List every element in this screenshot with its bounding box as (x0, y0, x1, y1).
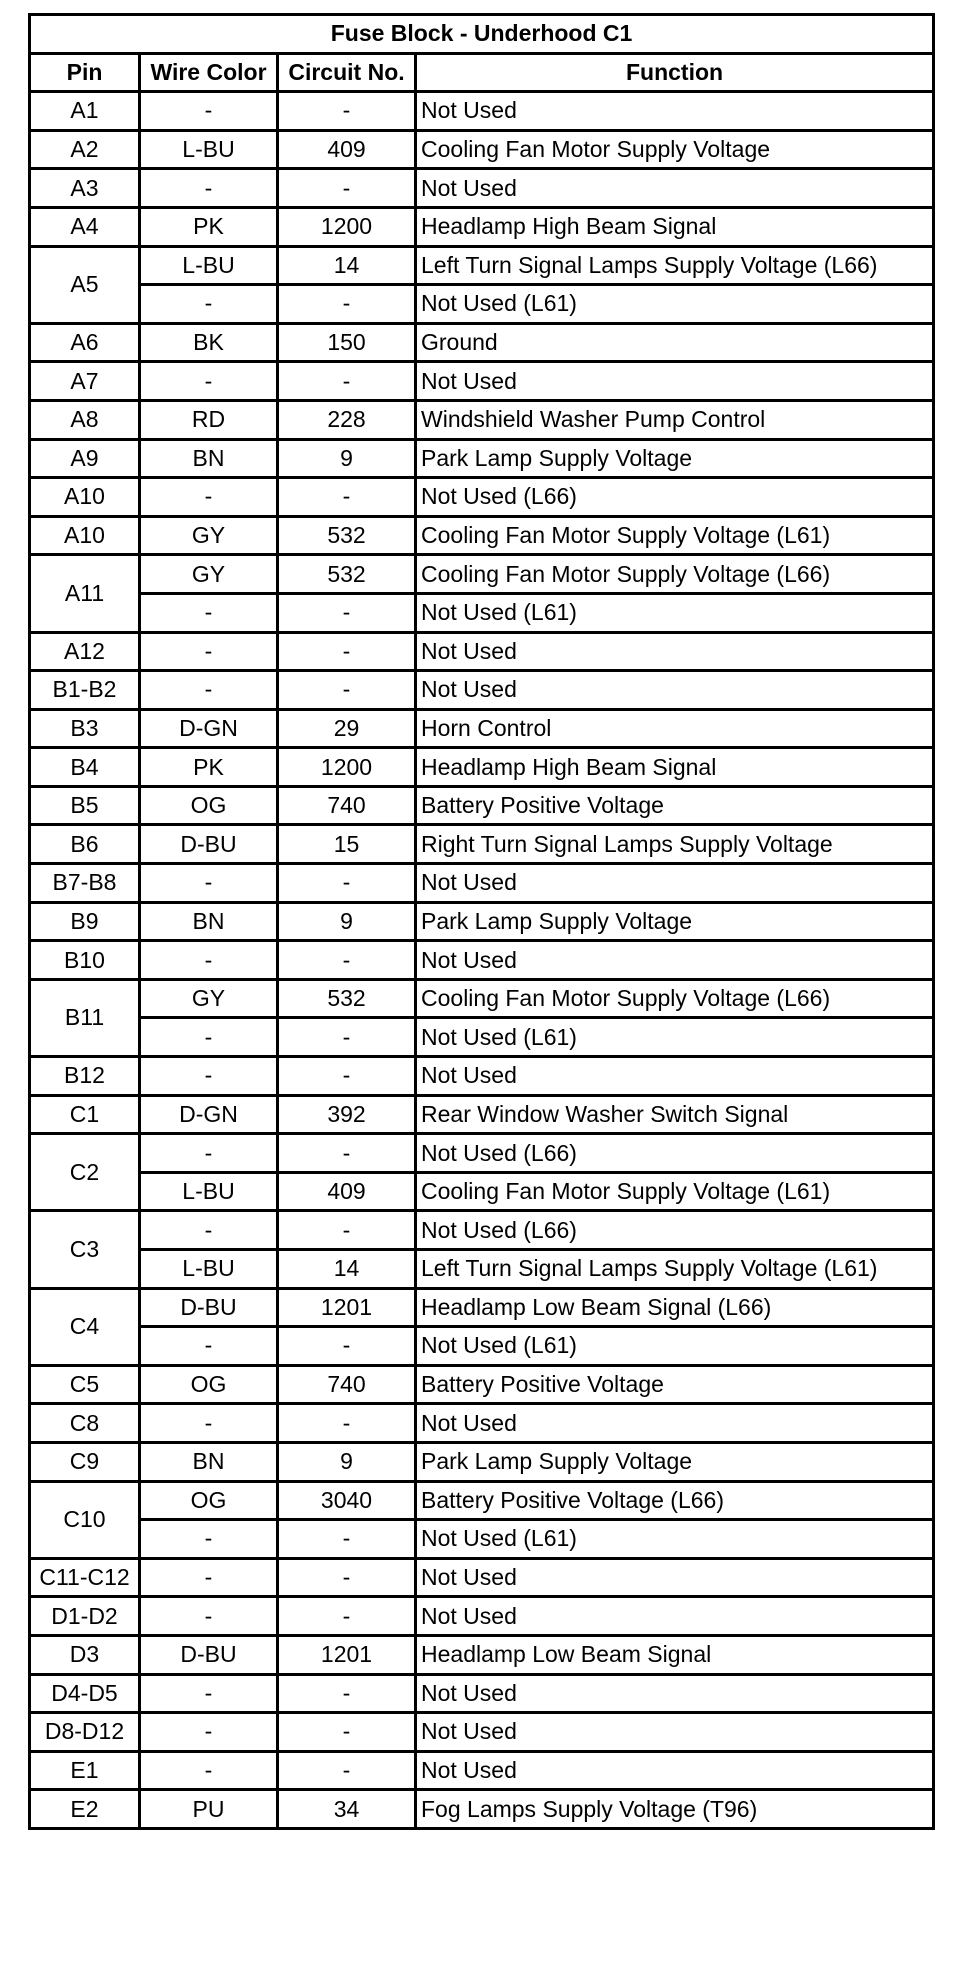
function-cell: Headlamp Low Beam Signal (416, 1635, 934, 1674)
circuit-no-cell: - (278, 285, 416, 324)
table-row (30, 1365, 934, 1404)
wire-color-cell: GY (140, 555, 278, 594)
function-cell: Headlamp High Beam Signal (416, 207, 934, 246)
wire-color-cell: L-BU (140, 1250, 278, 1289)
function-cell: Not Used (416, 671, 934, 710)
pin-cell: A8 (30, 400, 140, 439)
table-row (30, 130, 934, 169)
pin-cell: A7 (30, 362, 140, 401)
wire-color-cell: - (140, 1713, 278, 1752)
circuit-no-cell: - (278, 1751, 416, 1790)
wire-color-cell: - (140, 941, 278, 980)
circuit-no-cell: - (278, 864, 416, 903)
wire-color-cell: - (140, 1327, 278, 1366)
circuit-no-cell: - (278, 478, 416, 517)
wire-color-cell: - (140, 1404, 278, 1443)
function-cell: Not Used (L61) (416, 1018, 934, 1057)
circuit-no-cell: 3040 (278, 1481, 416, 1520)
table-row (30, 671, 934, 710)
pin-cell: C4 (30, 1288, 140, 1365)
pin-cell: C1 (30, 1095, 140, 1134)
circuit-no-cell: 740 (278, 1365, 416, 1404)
wire-color-cell: RD (140, 400, 278, 439)
pin-cell: B12 (30, 1057, 140, 1096)
function-cell: Windshield Washer Pump Control (416, 400, 934, 439)
wire-color-cell: BN (140, 439, 278, 478)
function-cell: Not Used (L66) (416, 1211, 934, 1250)
function-cell: Not Used (416, 362, 934, 401)
circuit-no-cell: 15 (278, 825, 416, 864)
circuit-no-cell: - (278, 1404, 416, 1443)
wire-color-cell: - (140, 632, 278, 671)
table-row (30, 941, 934, 980)
wire-color-cell: PK (140, 748, 278, 787)
circuit-no-cell: 14 (278, 246, 416, 285)
table-row (30, 1790, 934, 1829)
pin-cell: A5 (30, 246, 140, 323)
wire-color-cell: D-BU (140, 1288, 278, 1327)
function-cell: Park Lamp Supply Voltage (416, 439, 934, 478)
pin-cell: A10 (30, 478, 140, 517)
circuit-no-cell: 1200 (278, 748, 416, 787)
function-cell: Not Used (L66) (416, 478, 934, 517)
circuit-no-cell: 409 (278, 1172, 416, 1211)
pin-cell: D1-D2 (30, 1597, 140, 1636)
function-cell: Not Used (416, 1404, 934, 1443)
circuit-no-cell: 740 (278, 786, 416, 825)
table-row (30, 632, 934, 671)
wire-color-cell: - (140, 169, 278, 208)
function-cell: Headlamp High Beam Signal (416, 748, 934, 787)
wire-color-cell: D-GN (140, 1095, 278, 1134)
circuit-no-cell: - (278, 1018, 416, 1057)
circuit-no-cell: - (278, 1713, 416, 1752)
wire-color-cell: PU (140, 1790, 278, 1829)
function-cell: Not Used (416, 1713, 934, 1752)
circuit-no-cell: 1200 (278, 207, 416, 246)
pin-cell: C9 (30, 1442, 140, 1481)
table-row (30, 1250, 934, 1289)
circuit-no-cell: - (278, 1520, 416, 1559)
circuit-no-cell: 9 (278, 439, 416, 478)
table-row (30, 748, 934, 787)
table-row (30, 439, 934, 478)
function-cell: Battery Positive Voltage (416, 786, 934, 825)
function-cell: Not Used (L61) (416, 1520, 934, 1559)
wire-color-cell: D-BU (140, 1635, 278, 1674)
circuit-no-cell: 9 (278, 1442, 416, 1481)
function-cell: Ground (416, 323, 934, 362)
table-row (30, 825, 934, 864)
pin-cell: C11-C12 (30, 1558, 140, 1597)
circuit-no-cell: - (278, 1057, 416, 1096)
circuit-no-cell: - (278, 362, 416, 401)
circuit-no-cell: 14 (278, 1250, 416, 1289)
function-cell: Not Used (L66) (416, 1134, 934, 1173)
table-row (30, 1751, 934, 1790)
circuit-no-cell: - (278, 1597, 416, 1636)
table-row (30, 555, 934, 594)
wire-color-cell: - (140, 285, 278, 324)
function-cell: Not Used (416, 1597, 934, 1636)
pin-cell: C10 (30, 1481, 140, 1558)
pin-cell: A9 (30, 439, 140, 478)
wire-color-cell: L-BU (140, 246, 278, 285)
wire-color-cell: - (140, 1134, 278, 1173)
table-row (30, 1057, 934, 1096)
wire-color-cell: - (140, 1558, 278, 1597)
wire-color-cell: - (140, 1211, 278, 1250)
circuit-no-cell: 29 (278, 709, 416, 748)
wire-color-cell: - (140, 1018, 278, 1057)
pin-cell: B1-B2 (30, 671, 140, 710)
table-row (30, 285, 934, 324)
wire-color-cell: - (140, 1520, 278, 1559)
wire-color-cell: D-BU (140, 825, 278, 864)
wire-color-cell: GY (140, 979, 278, 1018)
pin-cell: D3 (30, 1635, 140, 1674)
function-cell: Not Used (416, 941, 934, 980)
pin-cell: A4 (30, 207, 140, 246)
table-row (30, 1442, 934, 1481)
function-cell: Left Turn Signal Lamps Supply Voltage (L61) (416, 1250, 934, 1289)
table-row (30, 786, 934, 825)
table-row (30, 1172, 934, 1211)
wire-color-cell: - (140, 92, 278, 131)
wire-color-cell: - (140, 1597, 278, 1636)
wire-color-cell: OG (140, 1365, 278, 1404)
table-row (30, 1211, 934, 1250)
wire-color-cell: BK (140, 323, 278, 362)
function-cell: Not Used (416, 169, 934, 208)
circuit-no-cell: - (278, 1327, 416, 1366)
table-row (30, 323, 934, 362)
function-cell: Rear Window Washer Switch Signal (416, 1095, 934, 1134)
table-row (30, 1288, 934, 1327)
pin-cell: B11 (30, 979, 140, 1056)
function-cell: Not Used (416, 1674, 934, 1713)
function-cell: Battery Positive Voltage (416, 1365, 934, 1404)
pin-cell: A1 (30, 92, 140, 131)
function-cell: Not Used (L61) (416, 593, 934, 632)
wire-color-cell: - (140, 1751, 278, 1790)
wire-color-cell: - (140, 1057, 278, 1096)
wire-color-cell: GY (140, 516, 278, 555)
function-cell: Park Lamp Supply Voltage (416, 902, 934, 941)
pin-cell: C8 (30, 1404, 140, 1443)
wire-color-cell: - (140, 362, 278, 401)
table-row (30, 979, 934, 1018)
table-row (30, 593, 934, 632)
pin-cell: C3 (30, 1211, 140, 1288)
table-row (30, 478, 934, 517)
pinout-table-body (30, 92, 934, 1829)
table-row (30, 207, 934, 246)
function-cell: Not Used (416, 632, 934, 671)
circuit-no-cell: 9 (278, 902, 416, 941)
pin-cell: B7-B8 (30, 864, 140, 903)
pin-cell: A3 (30, 169, 140, 208)
function-cell: Not Used (L61) (416, 285, 934, 324)
table-row (30, 1134, 934, 1173)
header-pin: Pin (30, 53, 140, 92)
function-cell: Not Used (416, 92, 934, 131)
table-row (30, 709, 934, 748)
pin-cell: B10 (30, 941, 140, 980)
wire-color-cell: L-BU (140, 130, 278, 169)
function-cell: Cooling Fan Motor Supply Voltage (L61) (416, 1172, 934, 1211)
wire-color-cell: - (140, 593, 278, 632)
wire-color-cell: - (140, 478, 278, 517)
wire-color-cell: - (140, 1674, 278, 1713)
pin-cell: A2 (30, 130, 140, 169)
table-row (30, 1713, 934, 1752)
title-row (30, 15, 934, 54)
circuit-no-cell: 1201 (278, 1635, 416, 1674)
table-row (30, 1597, 934, 1636)
pin-cell: A11 (30, 555, 140, 632)
circuit-no-cell: 1201 (278, 1288, 416, 1327)
function-cell: Cooling Fan Motor Supply Voltage (416, 130, 934, 169)
circuit-no-cell: 532 (278, 555, 416, 594)
table-row (30, 246, 934, 285)
pin-cell: A12 (30, 632, 140, 671)
pin-cell: E1 (30, 1751, 140, 1790)
pin-cell: B5 (30, 786, 140, 825)
circuit-no-cell: 532 (278, 516, 416, 555)
table-row (30, 362, 934, 401)
wire-color-cell: PK (140, 207, 278, 246)
circuit-no-cell: 532 (278, 979, 416, 1018)
function-cell: Right Turn Signal Lamps Supply Voltage (416, 825, 934, 864)
table-row (30, 400, 934, 439)
pin-cell: C5 (30, 1365, 140, 1404)
circuit-no-cell: - (278, 92, 416, 131)
pin-cell: D4-D5 (30, 1674, 140, 1713)
wire-color-cell: OG (140, 1481, 278, 1520)
wire-color-cell: - (140, 864, 278, 903)
function-cell: Cooling Fan Motor Supply Voltage (L66) (416, 979, 934, 1018)
function-cell: Not Used (416, 1558, 934, 1597)
circuit-no-cell: - (278, 1674, 416, 1713)
table-row (30, 1327, 934, 1366)
function-cell: Not Used (416, 1057, 934, 1096)
pin-cell: B6 (30, 825, 140, 864)
circuit-no-cell: - (278, 593, 416, 632)
function-cell: Left Turn Signal Lamps Supply Voltage (L66) (416, 246, 934, 285)
header-function: Function (416, 53, 934, 92)
table-row (30, 864, 934, 903)
pin-cell: B9 (30, 902, 140, 941)
circuit-no-cell: - (278, 1558, 416, 1597)
table-title: Fuse Block - Underhood C1 (30, 15, 934, 54)
pin-cell: B4 (30, 748, 140, 787)
circuit-no-cell: - (278, 169, 416, 208)
table-row (30, 1018, 934, 1057)
circuit-no-cell: 409 (278, 130, 416, 169)
pinout-table (28, 13, 935, 1830)
circuit-no-cell: - (278, 671, 416, 710)
pin-cell: A10 (30, 516, 140, 555)
table-row (30, 1520, 934, 1559)
pin-cell: E2 (30, 1790, 140, 1829)
pinout-document (28, 13, 932, 1830)
wire-color-cell: L-BU (140, 1172, 278, 1211)
table-row (30, 1481, 934, 1520)
table-row (30, 92, 934, 131)
circuit-no-cell: - (278, 1134, 416, 1173)
circuit-no-cell: 392 (278, 1095, 416, 1134)
function-cell: Cooling Fan Motor Supply Voltage (L66) (416, 555, 934, 594)
pin-cell: A6 (30, 323, 140, 362)
function-cell: Not Used (416, 864, 934, 903)
wire-color-cell: - (140, 671, 278, 710)
table-row (30, 1404, 934, 1443)
wire-color-cell: OG (140, 786, 278, 825)
function-cell: Park Lamp Supply Voltage (416, 1442, 934, 1481)
header-wire-color: Wire Color (140, 53, 278, 92)
circuit-no-cell: 34 (278, 1790, 416, 1829)
circuit-no-cell: 228 (278, 400, 416, 439)
pin-cell: C2 (30, 1134, 140, 1211)
table-row (30, 516, 934, 555)
pin-cell: B3 (30, 709, 140, 748)
table-row (30, 1674, 934, 1713)
circuit-no-cell: - (278, 1211, 416, 1250)
function-cell: Not Used (416, 1751, 934, 1790)
circuit-no-cell: - (278, 632, 416, 671)
header-row (30, 53, 934, 92)
table-row (30, 902, 934, 941)
wire-color-cell: BN (140, 902, 278, 941)
wire-color-cell: BN (140, 1442, 278, 1481)
table-row (30, 1095, 934, 1134)
function-cell: Headlamp Low Beam Signal (L66) (416, 1288, 934, 1327)
table-row (30, 1635, 934, 1674)
function-cell: Horn Control (416, 709, 934, 748)
table-row (30, 169, 934, 208)
circuit-no-cell: 150 (278, 323, 416, 362)
function-cell: Cooling Fan Motor Supply Voltage (L61) (416, 516, 934, 555)
function-cell: Battery Positive Voltage (L66) (416, 1481, 934, 1520)
table-row (30, 1558, 934, 1597)
function-cell: Fog Lamps Supply Voltage (T96) (416, 1790, 934, 1829)
circuit-no-cell: - (278, 941, 416, 980)
wire-color-cell: D-GN (140, 709, 278, 748)
pin-cell: D8-D12 (30, 1713, 140, 1752)
header-circuit-no: Circuit No. (278, 53, 416, 92)
function-cell: Not Used (L61) (416, 1327, 934, 1366)
